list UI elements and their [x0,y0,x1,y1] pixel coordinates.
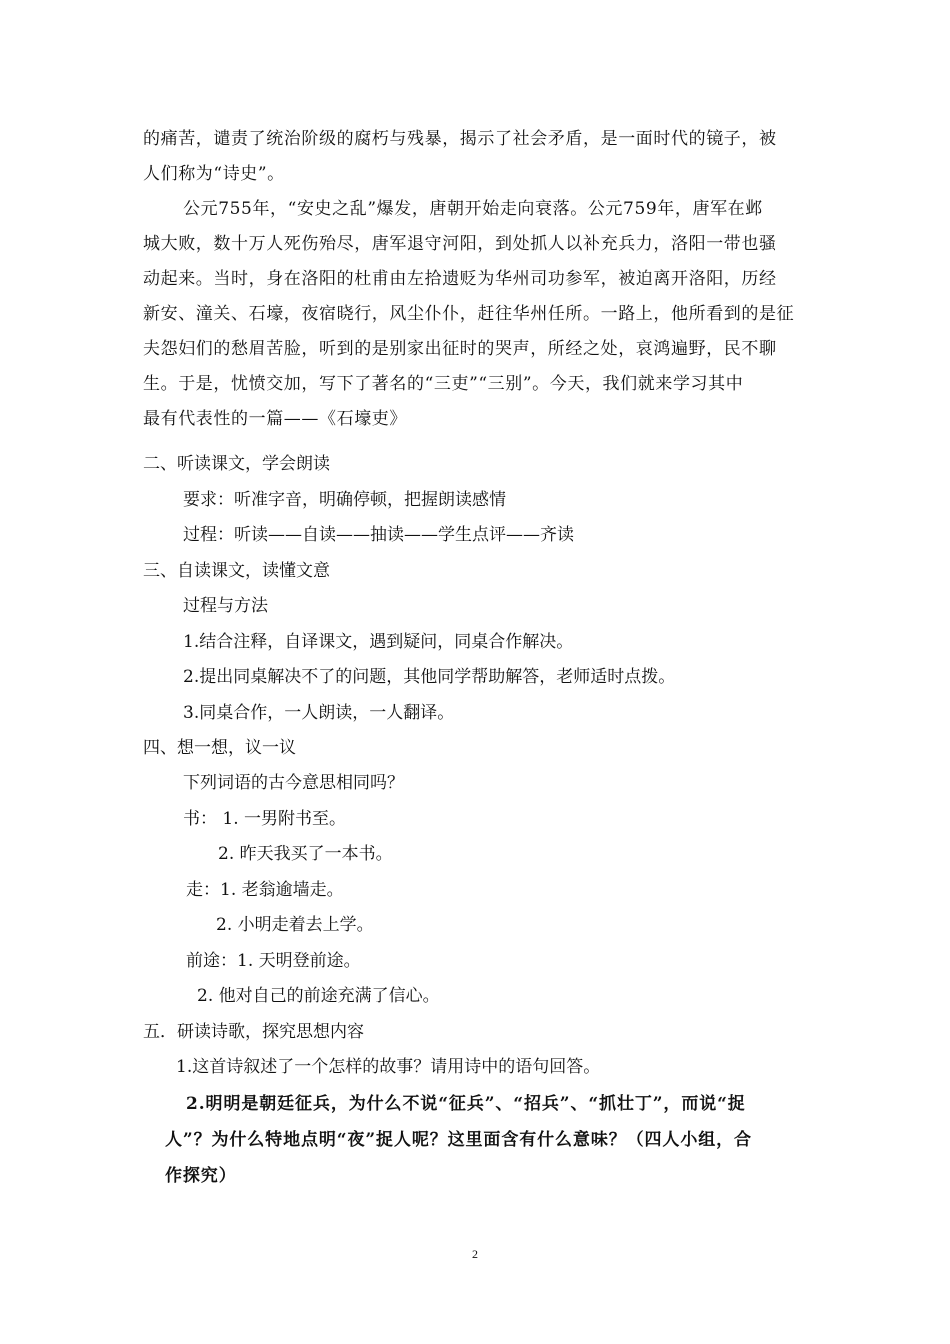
text-line: 城大败，数十万人死伤殆尽，唐军退守河阳，到处抓人以补充兵力，洛阳一带也骚 [143,234,777,254]
list-item: 2. 小明走着去上学。 [216,915,374,935]
question-item: 1.这首诗叙述了一个怎样的故事？请用诗中的语句回答。 [176,1057,601,1077]
list-item: 前途：1. 天明登前途。 [186,951,361,971]
section-heading: 二、听读课文，学会朗读 [143,454,330,474]
text-line: 公元755年，“安史之乱”爆发，唐朝开始走向衰落。公元759年，唐军在邺 [183,199,763,219]
text-line: 夫怨妇们的愁眉苦脸，听到的是别家出征时的哭声，所经之处，哀鸿遍野，民不聊 [143,339,777,359]
section-heading: 三、自读课文，读懂文意 [143,561,330,581]
page-number: 2 [472,1247,478,1261]
question-item: 作探究） [165,1166,237,1186]
text-line: 过程：听读——自读——抽读——学生点评——齐读 [183,525,574,545]
list-item: 书： 1. 一男附书至。 [183,809,347,829]
text-line: 生。于是，忧愤交加，写下了著名的“三吏”“三别”。今天，我们就来学习其中 [143,374,744,394]
text-line: 新安、潼关、石壕，夜宿晓行，风尘仆仆，赶往华州任所。一路上，他所看到的是征 [143,304,795,324]
question-item: 人”？为什么特地点明“夜”捉人呢？这里面含有什么意味？（四人小组，合 [165,1130,752,1150]
list-item: 2. 昨天我买了一本书。 [218,844,393,864]
text-line: 过程与方法 [183,596,268,616]
question-item: 2.明明是朝廷征兵，为什么不说“征兵”、“招兵”、“抓壮丁”，而说“捉 [186,1094,746,1114]
text-line: 的痛苦，谴责了统治阶级的腐朽与残暴，揭示了社会矛盾，是一面时代的镜子，被 [143,129,777,149]
list-item: 2.提出同桌解决不了的问题，其他同学帮助解答，老师适时点拨。 [183,667,676,687]
list-item: 1.结合注释，自译课文，遇到疑问，同桌合作解决。 [183,632,574,652]
list-item: 3.同桌合作，一人朗读，一人翻译。 [183,703,455,723]
text-line: 动起来。当时，身在洛阳的杜甫由左拾遗贬为华州司功参军，被迫离开洛阳，历经 [143,269,777,289]
text-line: 要求：听准字音，明确停顿，把握朗读感情 [183,490,506,510]
section-heading: 五．研读诗歌，探究思想内容 [143,1022,364,1042]
text-line: 人们称为“诗史”。 [143,164,285,184]
text-line: 最有代表性的一篇——《石壕吏》 [143,409,407,429]
text-line: 下列词语的古今意思相同吗？ [183,773,404,793]
list-item: 走：1. 老翁逾墙走。 [186,880,344,900]
section-heading: 四、想一想，议一议 [143,738,296,758]
list-item: 2. 他对自己的前途充满了信心。 [197,986,440,1006]
